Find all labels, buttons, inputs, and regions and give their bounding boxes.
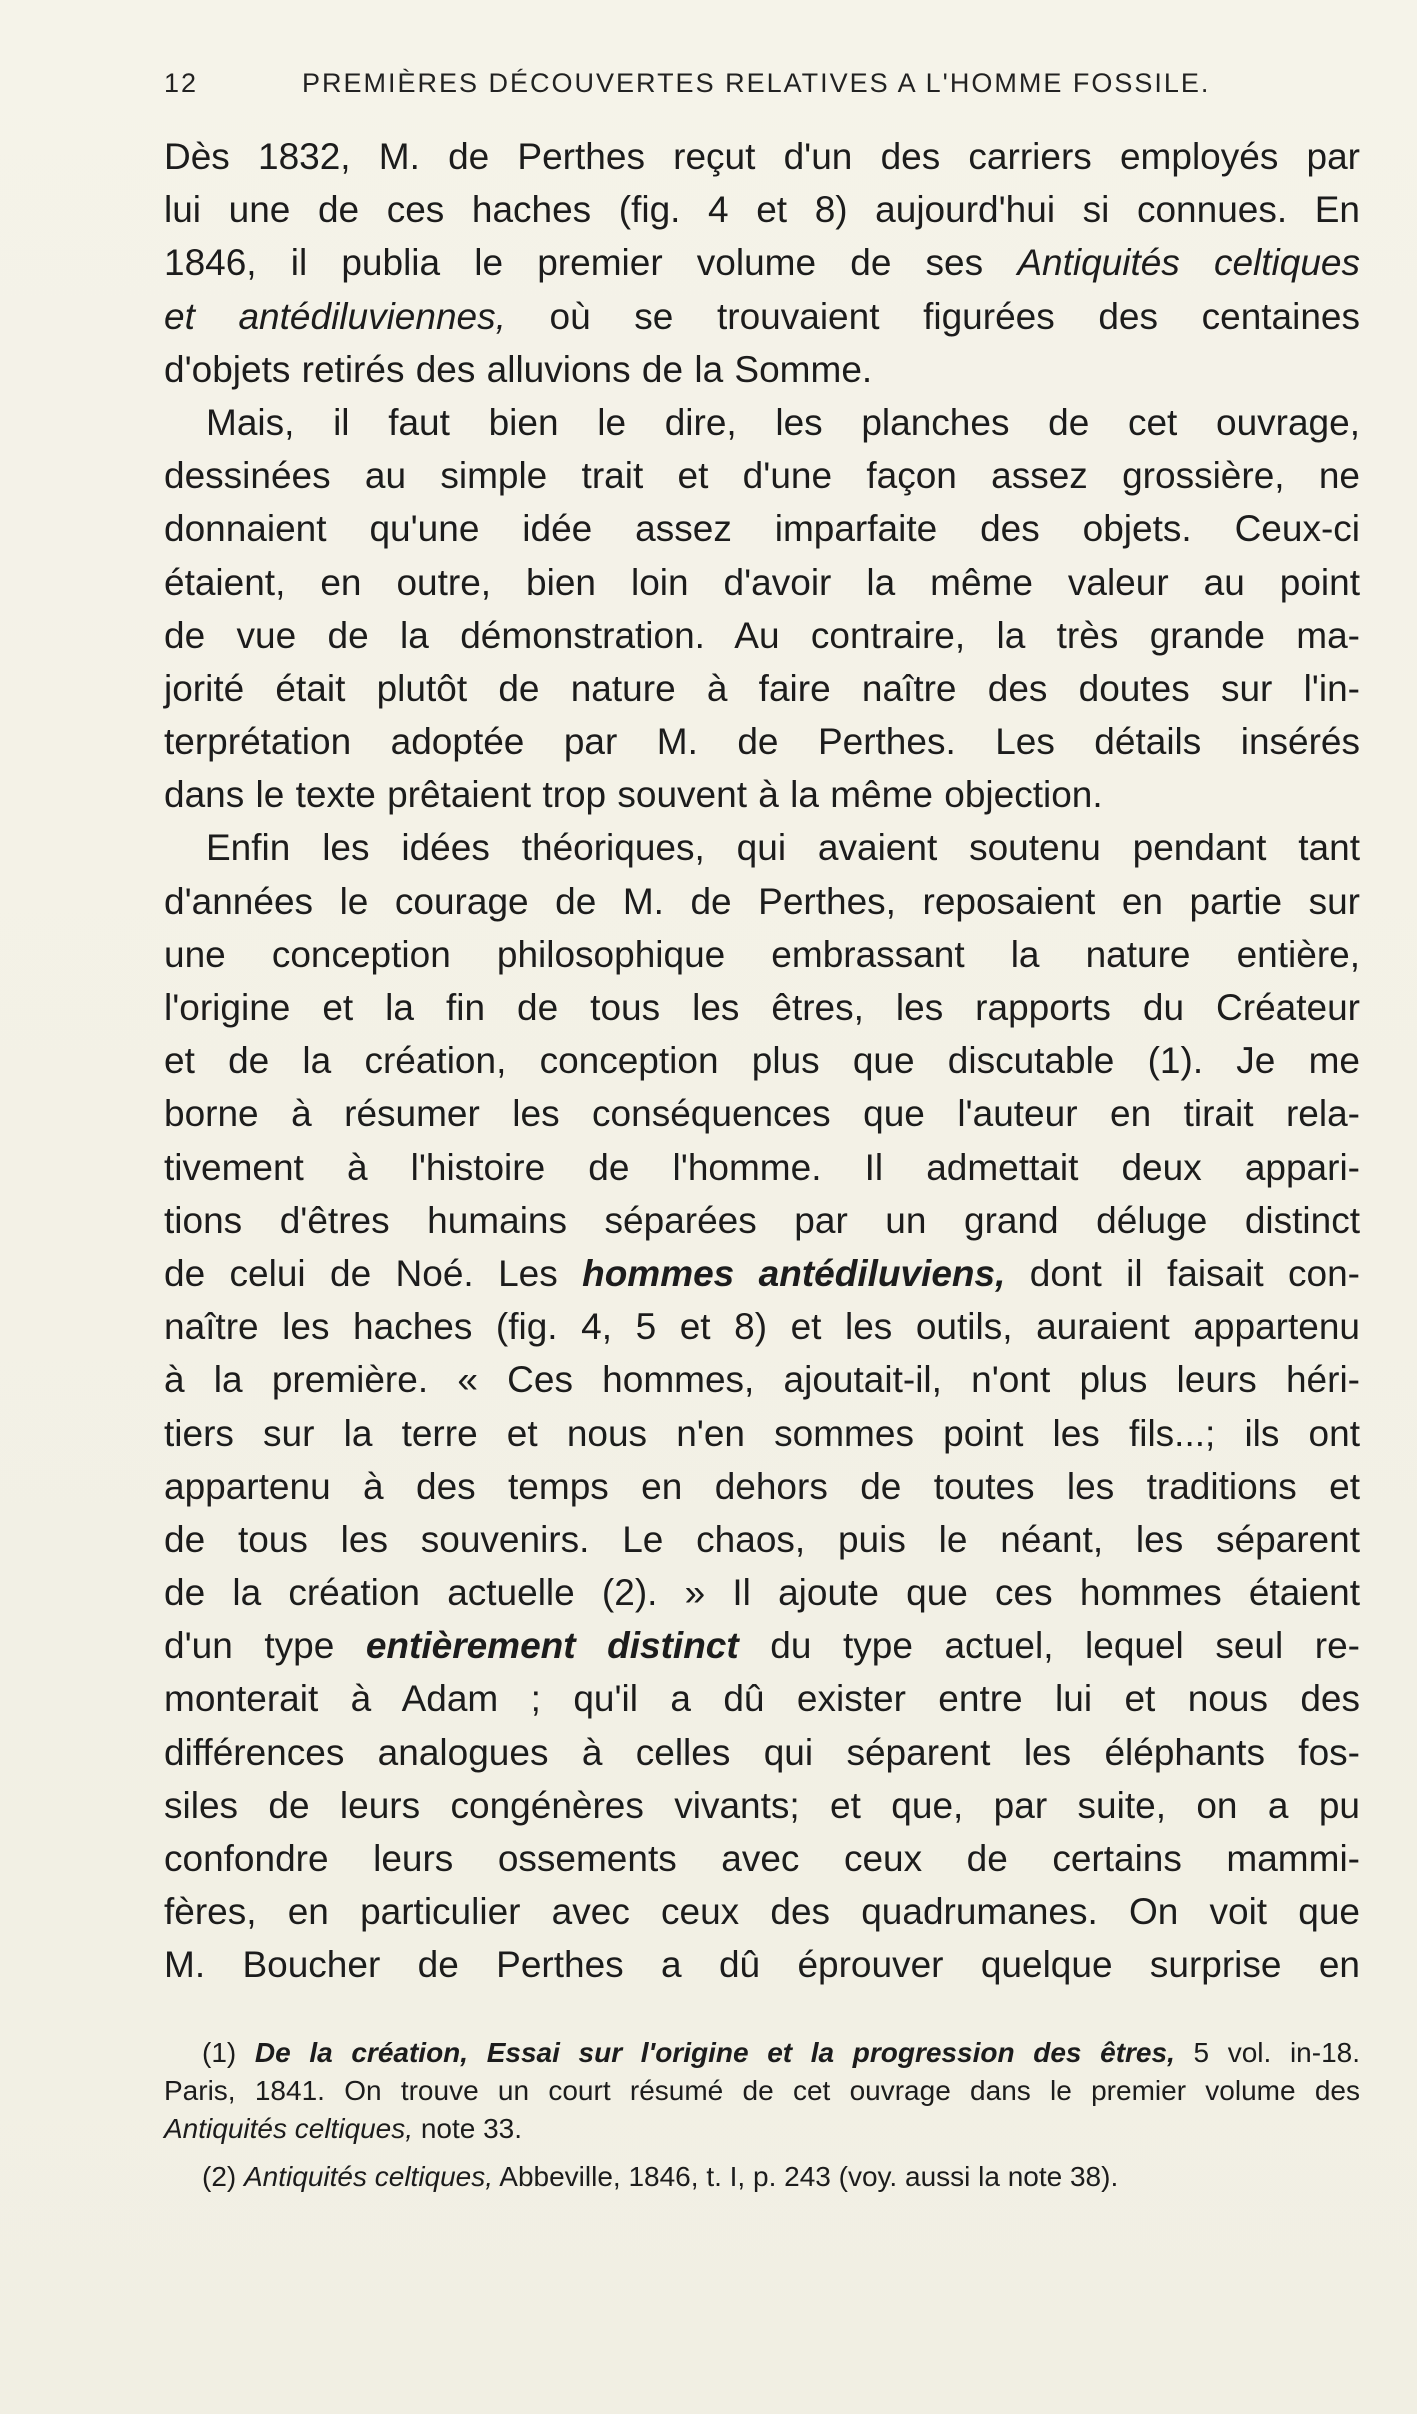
text-line: lui une de ces haches (fig. 4 et 8) aujourd'hui si connues. En (164, 189, 1360, 231)
italic-title: et antédiluviennes, (164, 295, 506, 337)
text-line: tivement à l'histoire de l'homme. Il admettait deux appari- (164, 1146, 1360, 1188)
footnote-marker: (1) (202, 2037, 255, 2068)
text-line: une conception philosophique embrassant la nature entière, (164, 933, 1360, 975)
footnote-2 (164, 2158, 1360, 2196)
text-line: étaient, en outre, bien loin d'avoir la même valeur au point (164, 561, 1360, 603)
text-line: différences analogues à celles qui séparent les éléphants fos- (164, 1731, 1360, 1773)
text-line: Enfin les idées théoriques, qui avaient soutenu pendant tant (206, 827, 1360, 869)
text-segment: où se trouvaient figurées des centaines (505, 295, 1361, 337)
italic-term: hommes antédiluviens, (582, 1252, 1006, 1294)
text-line: tions d'êtres humains séparées par un grand déluge distinct (164, 1199, 1360, 1241)
italic-term: entièrement distinct (365, 1625, 739, 1667)
footnote-1-line (164, 2110, 1360, 2148)
text-line: Mais, il faut bien le dire, les planches de cet ouvrage, (206, 401, 1360, 443)
text-line: confondre leurs ossements avec ceux de certains mammi- (164, 1838, 1360, 1879)
footnotes (164, 2034, 1360, 2196)
running-head (164, 68, 1244, 112)
text-segment: dont il faisait con- (1005, 1252, 1360, 1294)
text-line: terprétation adoptée par M. de Perthes. Les détails insérés (164, 721, 1360, 763)
text-line: appartenu à des temps en dehors de toutes les traditions et (164, 1465, 1360, 1507)
footnote-1-line: Paris, 1841. On trouve un court résumé de cet ouvrage dans le premier volume des (164, 2075, 1360, 2106)
text-line (164, 290, 1360, 343)
text-line: à la première. « Ces hommes, ajoutait-il, n'ont plus leurs héri- (164, 1359, 1360, 1401)
text-line: d'objets retirés des alluvions de la Somme. (164, 348, 873, 390)
running-head-title: PREMIÈRES DÉCOUVERTES RELATIVES A L'HOMME FOSSILE. (302, 68, 1211, 98)
text-line: M. Boucher de Perthes a dû éprouver quelque surprise en (164, 1944, 1360, 1986)
text-line: borne à résumer les conséquences que l'auteur en tirait rela- (164, 1093, 1360, 1135)
page-number: 12 (164, 68, 199, 98)
text-line: monterait à Adam ; qu'il a dû exister entre lui et nous des (164, 1678, 1360, 1720)
text-segment: 1846, il publia le premier volume de ses (164, 242, 1018, 284)
text-line: Dès 1832, M. de Perthes reçut d'un des carriers employés par (164, 136, 1360, 177)
text-line: siles de leurs congénères vivants; et que, par suite, on a pu (164, 1784, 1360, 1826)
text-line (164, 1619, 1360, 1672)
text-segment: Abbeville, 1846, t. I, p. 243 (voy. aussi la note 38). (493, 2161, 1119, 2192)
text-line: jorité était plutôt de nature à faire naître des doutes sur l'in- (164, 667, 1360, 709)
text-segment: du type actuel, lequel seul re- (738, 1625, 1360, 1667)
text-line: l'origine et la fin de tous les êtres, les rapports du Créateur (164, 987, 1360, 1028)
text-line: donnaient qu'une idée assez imparfaite des objets. Ceux-ci (164, 508, 1360, 550)
text-line: dessinées au simple trait et d'une façon assez grossière, ne (164, 455, 1360, 497)
footnote-gap (164, 2148, 1360, 2158)
footnote-title: Antiquités celtiques, (164, 2113, 414, 2144)
text-line: de la création actuelle (2). » Il ajoute que ces hommes étaient (164, 1572, 1360, 1614)
footnote-title: De la création, Essai sur l'origine et la progression des êtres, (254, 2037, 1175, 2068)
text-segment: 5 vol. in-18. (1174, 2037, 1360, 2068)
text-segment: note 33. (413, 2113, 523, 2144)
footnote-marker: (2) (202, 2161, 244, 2192)
footnote-1 (164, 2034, 1360, 2072)
text-segment: de celui de Noé. Les (164, 1252, 583, 1294)
text-line: naître les haches (fig. 4, 5 et 8) et les outils, auraient appartenu (164, 1306, 1360, 1348)
text-line: d'années le courage de M. de Perthes, reposaient en partie sur (164, 880, 1360, 922)
text-line: de tous les souvenirs. Le chaos, puis le néant, les séparent (164, 1518, 1360, 1560)
body-text (164, 130, 1360, 1992)
text-segment: d'un type (164, 1625, 366, 1667)
text-line: et de la création, conception plus que discutable (1). Je me (164, 1040, 1360, 1082)
text-line: fères, en particulier avec ceux des quadrumanes. On voit que (164, 1891, 1360, 1933)
text-line (164, 236, 1360, 289)
text-line: dans le texte prêtaient trop souvent à la même objection. (164, 774, 1103, 816)
text-line: de vue de la démonstration. Au contraire, la très grande ma- (164, 614, 1360, 656)
italic-title: Antiquités celtiques (1017, 242, 1360, 284)
text-line (164, 1247, 1360, 1300)
footnote-title: Antiquités celtiques, (244, 2161, 494, 2192)
text-line: tiers sur la terre et nous n'en sommes point les fils...; ils ont (164, 1412, 1360, 1454)
